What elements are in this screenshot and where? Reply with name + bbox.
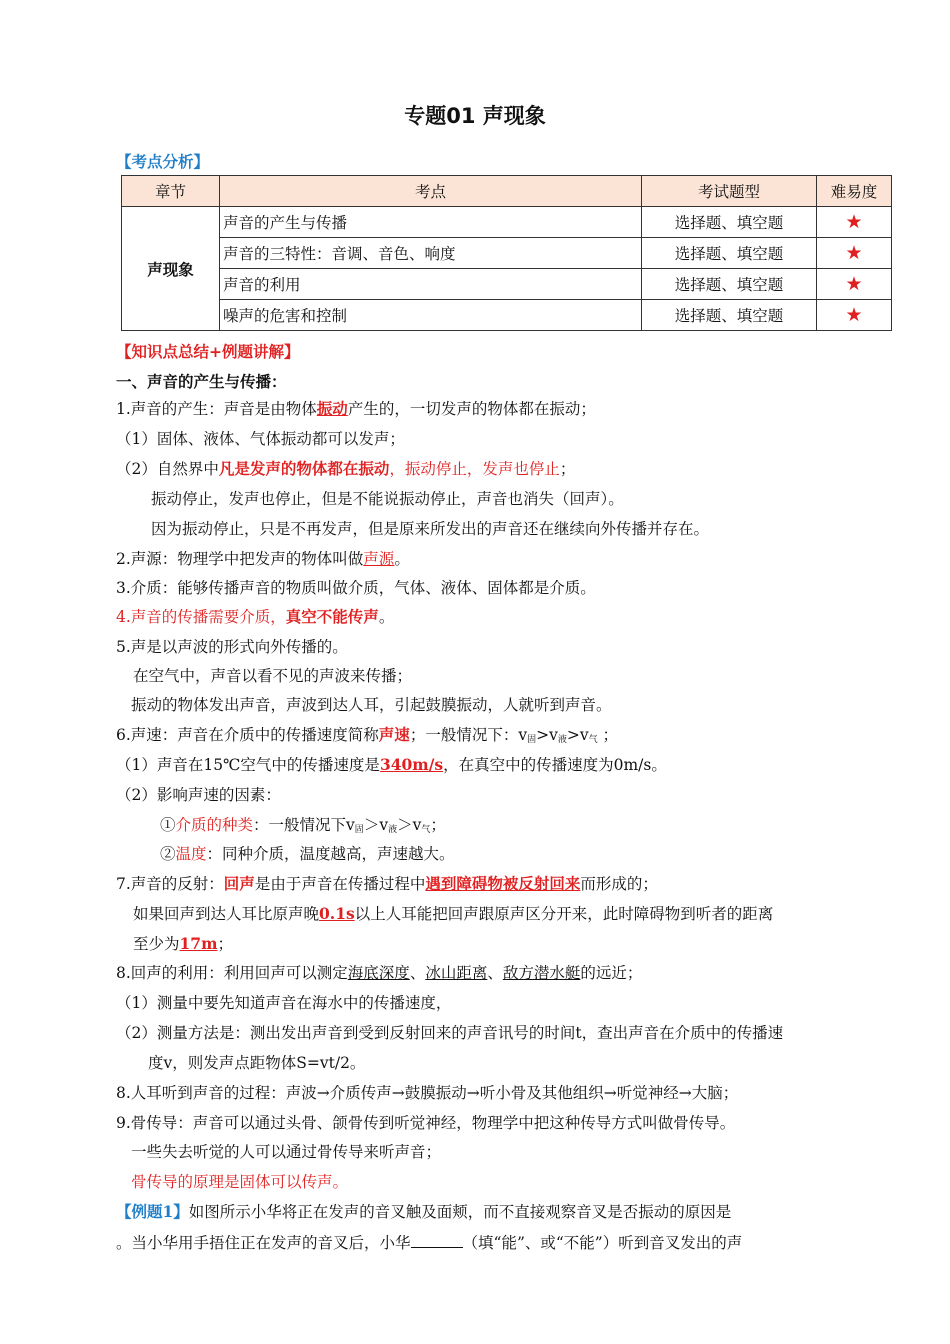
answer-blank[interactable]	[411, 1231, 463, 1248]
point-cell: 噪声的危害和控制	[220, 300, 642, 331]
example-1-line-2: 。当小华用手捂住正在发声的音叉后，小华 （填“能”、或“不能”）听到音叉发出的声	[116, 1231, 742, 1254]
line-10: 在空气中，声音以看不见的声波来传播；	[133, 667, 413, 685]
answer-vibration: 振动	[316, 399, 348, 418]
table-row	[122, 300, 892, 331]
line-4: 振动停止，发声也停止，但是不能说振动停止，声音也消失（回声）。	[151, 490, 624, 508]
table-row	[122, 269, 892, 300]
part1-heading: 一、声音的产生与传播：	[116, 373, 287, 391]
line-7: 3.介质：能够传播声音的物质叫做介质，气体、液体、固体都是介质。	[116, 579, 596, 597]
type-cell: 选择题、填空题	[642, 207, 817, 238]
line-6: 2.声源：物理学中把发声的物体叫做声源。	[116, 550, 410, 568]
line-3: （2）自然界中凡是发声的物体都在振动，振动停止，发声也停止；	[116, 459, 576, 478]
line-16: ②温度：同种介质，温度越高，声速越大。	[160, 845, 455, 863]
header-point: 考点	[220, 176, 642, 207]
line-25: 9.骨传导：声音可以通过头骨、颌骨传到听觉神经，物理学中把这种传导方式叫做骨传导。	[116, 1114, 736, 1132]
type-cell: 选择题、填空题	[642, 269, 817, 300]
answer-time: 0.1s	[319, 904, 355, 923]
line-21: （1）测量中要先知道声音在海水中的传播速度，	[116, 994, 452, 1012]
table-header-row	[122, 176, 892, 207]
line-22: （2）测量方法是：测出发出声音到受到反射回来的声音讯号的时间t，查出声音在介质中的传播速	[116, 1024, 784, 1042]
line-27: 骨传导的原理是固体可以传声。	[131, 1173, 349, 1191]
line-9: 5.声是以声波的形式向外传播的。	[116, 638, 348, 656]
type-cell: 选择题、填空题	[642, 238, 817, 269]
star-icon: ★	[817, 238, 892, 269]
line-14: （2）影响声速的因素：	[116, 786, 281, 804]
example-label: 【例题1】	[116, 1202, 189, 1221]
line-1: 1.声音的产生：声音是由物体振动产生的，一切发声的物体都在振动；	[116, 399, 596, 418]
summary-heading: 【知识点总结+例题讲解】	[116, 343, 300, 361]
line-8: 4.声音的传播需要介质，真空不能传声。	[116, 607, 395, 626]
line-5: 因为振动停止，只是不再发声，但是原来所发出的声音还在继续向外传播并存在。	[151, 520, 710, 538]
line-13: （1）声音在15℃空气中的传播速度是340m/s，在真空中的传播速度为0m/s。	[116, 755, 667, 774]
header-level: 难易度	[817, 176, 892, 207]
star-icon: ★	[817, 300, 892, 331]
page-title: 专题01 声现象	[404, 104, 546, 128]
answer-distance: 17m	[179, 934, 218, 953]
example-1-line-1: 【例题1】如图所示小华将正在发声的音叉触及面颊，而不直接观察音叉是否振动的原因是	[116, 1202, 732, 1221]
table-row	[122, 238, 892, 269]
header-type: 考试题型	[642, 176, 817, 207]
star-icon: ★	[817, 207, 892, 238]
answer-speed: 340m/s	[379, 755, 444, 774]
line-26: 一些失去听觉的人可以通过骨传导来听声音；	[131, 1143, 442, 1161]
point-cell: 声音的利用	[220, 269, 642, 300]
line-2: （1）固体、液体、气体振动都可以发声；	[116, 430, 405, 448]
type-cell: 选择题、填空题	[642, 300, 817, 331]
line-12: 6.声速：声音在介质中的传播速度简称声速；一般情况下：$v_固>v_液>v_气$ ；	[116, 725, 619, 745]
line-23: 度v，则发声点距物体S=vt/2。	[148, 1054, 366, 1072]
table-row	[122, 207, 892, 238]
line-20: 8.回声的利用：利用回声可以测定海底深度、冰山距离、敌方潜水艇的远近；	[116, 964, 643, 982]
point-cell: 声音的产生与传播	[220, 207, 642, 238]
line-15: ①介质的种类：一般情况下$v_固>v_液>v_气$；	[160, 816, 446, 835]
line-24: 8.人耳听到声音的过程：声波→介质传声→鼓膜振动→听小骨及其他组织→听觉神经→大脑；	[116, 1084, 739, 1102]
analysis-heading: 【考点分析】	[116, 153, 210, 171]
chapter-cell: 声现象	[122, 207, 220, 331]
line-11: 振动的物体发出声音，声波到达人耳，引起鼓膜振动，人就听到声音。	[131, 696, 612, 714]
line-19: 至少为17m；	[133, 934, 234, 953]
exam-points-table	[121, 175, 892, 331]
answer-reflection: 遇到障碍物被反射回来	[425, 874, 581, 893]
header-chapter: 章节	[122, 176, 220, 207]
point-cell: 声音的三特性：音调、音色、响度	[220, 238, 642, 269]
line-18: 如果回声到达人耳比原声晚0.1s以上人耳能把回声跟原声区分开来，此时障碍物到听者的距离	[133, 904, 774, 923]
line-17: 7.声音的反射：回声是由于声音在传播过程中遇到障碍物被反射回来而形成的；	[116, 874, 658, 893]
answer-source: 声源	[363, 550, 395, 568]
star-icon: ★	[817, 269, 892, 300]
